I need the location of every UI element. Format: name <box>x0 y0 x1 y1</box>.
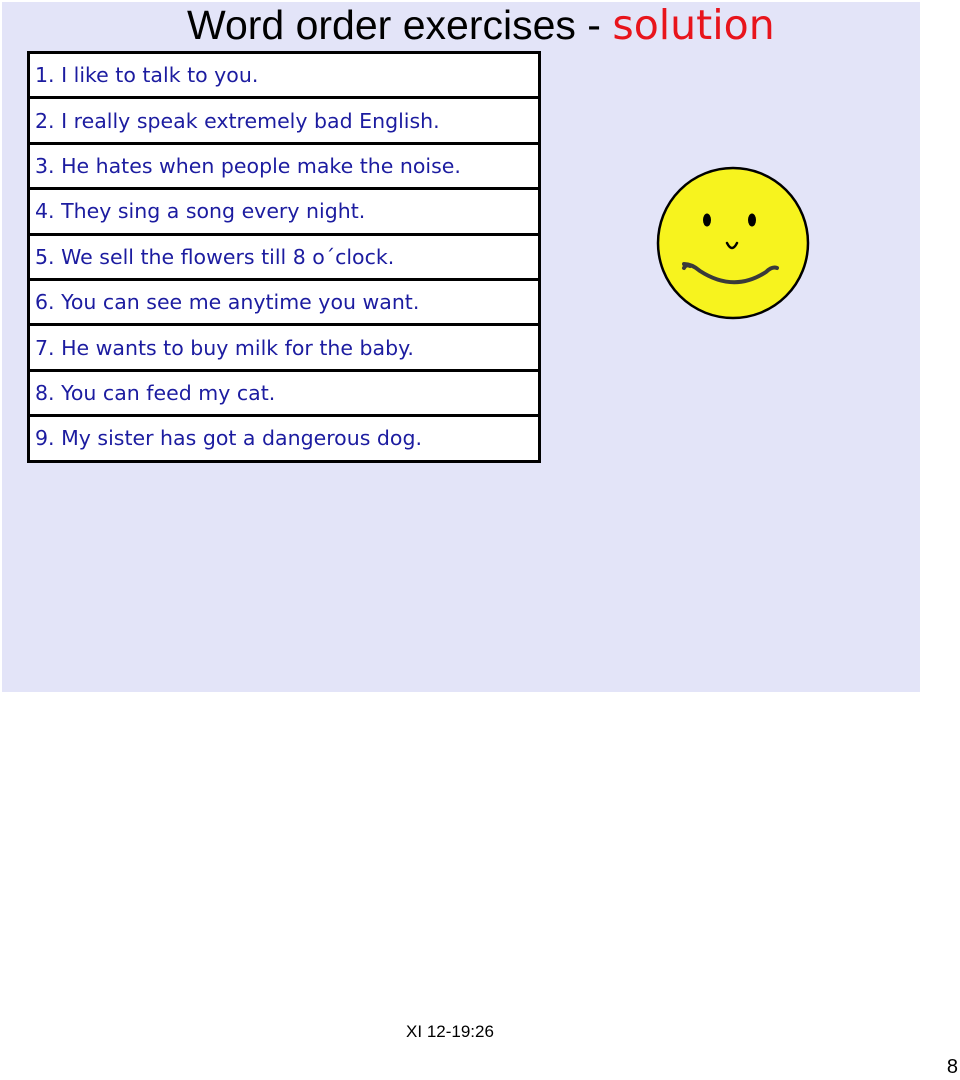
sentence-row-1: 1. I like to talk to you. <box>27 51 541 99</box>
sentence-list <box>27 51 541 463</box>
footer-timestamp: XI 12-19:26 <box>406 1022 494 1041</box>
smiley-face-circle <box>658 168 808 318</box>
slide-title <box>187 2 775 50</box>
sentence-row-7: 7. He wants to buy milk for the baby. <box>27 323 541 371</box>
sentence-row-8: 8. You can feed my cat. <box>27 369 541 417</box>
title-accent: solution <box>612 1 775 49</box>
smiley-face-icon <box>656 166 810 320</box>
sentence-row-2: 2. I really speak extremely bad English. <box>27 96 541 144</box>
slide-canvas <box>2 2 920 692</box>
page-number: 8 <box>946 1056 958 1078</box>
sentence-row-3: 3. He hates when people make the noise. <box>27 142 541 190</box>
title-text: Word order exercises - <box>187 2 613 48</box>
smiley-right-eye <box>748 214 756 227</box>
sentence-row-6: 6. You can see me anytime you want. <box>27 278 541 326</box>
sentence-row-9: 9. My sister has got a dangerous dog. <box>27 414 541 462</box>
sentence-row-4: 4. They sing a song every night. <box>27 187 541 235</box>
sentence-row-5: 5. We sell the flowers till 8 o´clock. <box>27 233 541 281</box>
smiley-left-eye <box>703 214 711 227</box>
